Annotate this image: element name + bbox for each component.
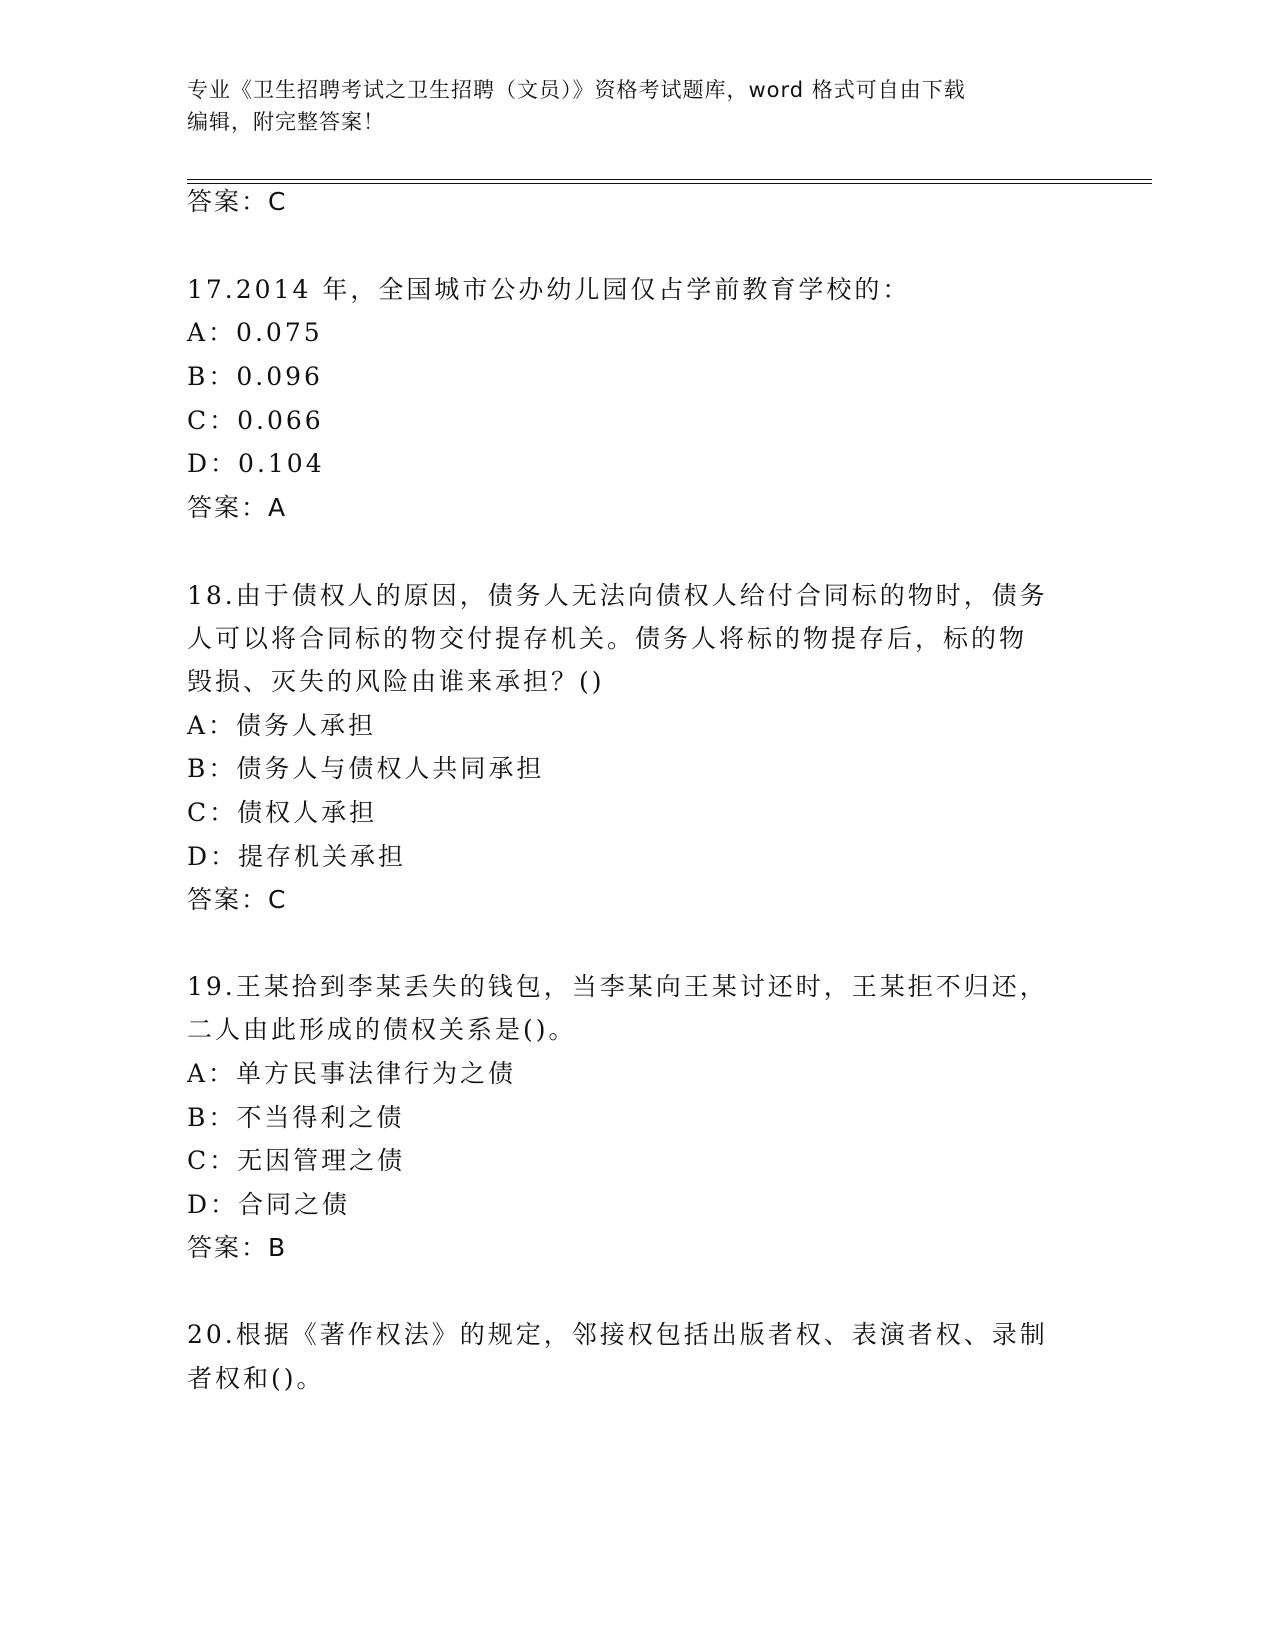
question-17-option-d: D：0.104 — [187, 449, 325, 478]
question-19-option-d: D：合同之债 — [187, 1190, 351, 1219]
question-19-option-c: C：无因管理之债 — [187, 1146, 406, 1175]
question-17-option-c: C：0.066 — [187, 406, 324, 435]
question-18-answer: 答案：C — [187, 885, 288, 914]
header-divider-top — [187, 179, 1152, 180]
question-18-stem-line-1: 18.由于债权人的原因，债务人无法向债权人给付合同标的物时，债务 — [187, 581, 1048, 610]
question-18-stem-line-3: 毁损、灭失的风险由谁来承担？() — [187, 667, 605, 696]
question-18-option-c: C：债权人承担 — [187, 798, 378, 827]
previous-answer: 答案：C — [187, 187, 288, 216]
question-20-stem-line-2: 者权和()。 — [187, 1364, 325, 1393]
question-18-option-a: A：债务人承担 — [187, 711, 377, 740]
question-19-answer: 答案：B — [187, 1233, 288, 1262]
question-19-stem-line-1: 19.王某拾到李某丢失的钱包，当李某向王某讨还时，王某拒不归还， — [187, 972, 1048, 1001]
question-17-option-b: B：0.096 — [187, 362, 323, 391]
question-17-answer: 答案：A — [187, 493, 288, 522]
document-header — [187, 74, 1067, 138]
question-17-option-a: A：0.075 — [187, 318, 323, 347]
header-line-2: 编辑，附完整答案！ — [187, 110, 385, 134]
question-18-option-b: B：债务人与债权人共同承担 — [187, 754, 545, 783]
header-line-1: 专业《卫生招聘考试之卫生招聘（文员）》资格考试题库，word 格式可自由下载 — [187, 78, 966, 102]
header-divider-bottom — [187, 183, 1152, 184]
question-17-stem: 17.2014 年，全国城市公办幼儿园仅占学前教育学校的： — [187, 275, 911, 304]
question-18-stem-line-2: 人可以将合同标的物交付提存机关。债务人将标的物提存后，标的物 — [187, 624, 1028, 653]
question-20-stem-line-1: 20.根据《著作权法》的规定，邻接权包括出版者权、表演者权、录制 — [187, 1320, 1048, 1349]
question-19-stem-line-2: 二人由此形成的债权关系是()。 — [187, 1015, 577, 1044]
question-19-option-b: B：不当得利之债 — [187, 1103, 405, 1132]
question-19-option-a: A：单方民事法律行为之债 — [187, 1059, 517, 1088]
question-18-option-d: D：提存机关承担 — [187, 842, 407, 871]
